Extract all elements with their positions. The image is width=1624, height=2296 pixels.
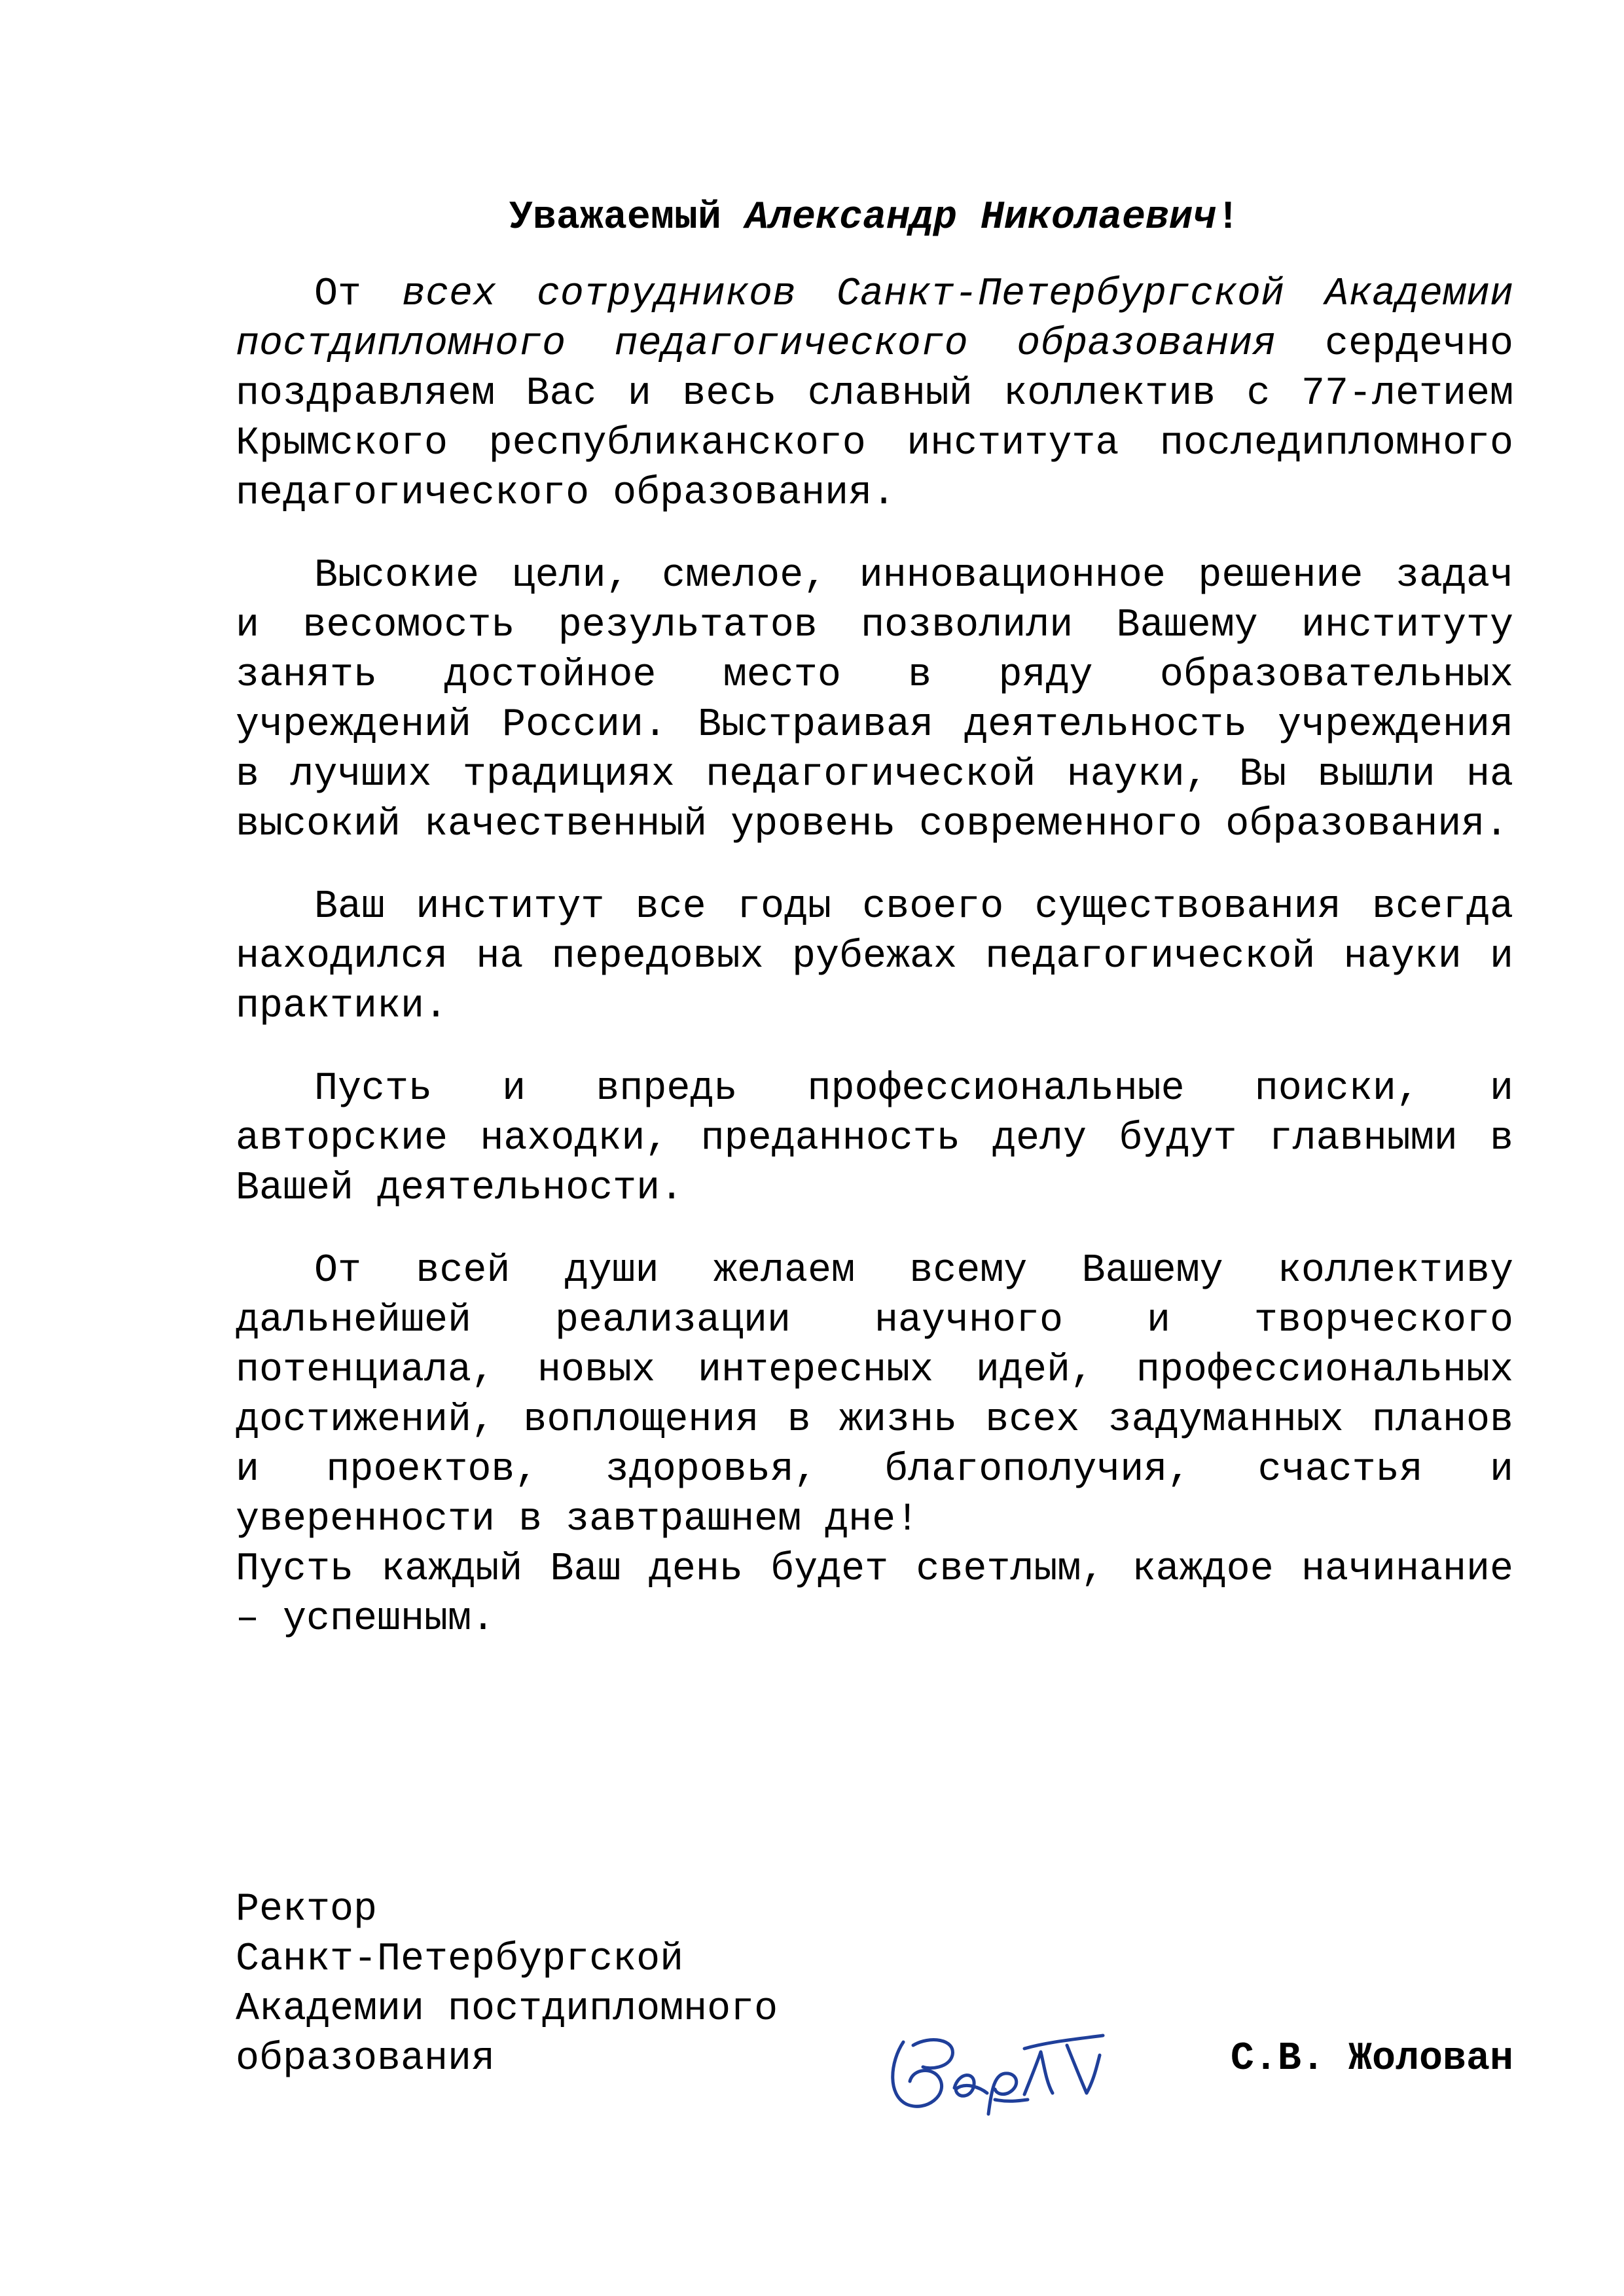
signer-title (236, 1885, 890, 2084)
paragraph-wishes: От всей души желаем всему Вашему коллективу дальнейшей реализации научного и творческого потенциала, новых интересных идей, профессиональных достижений, воплощения в жизнь всех задуманных планов и проектов, здоровья, благополучия, счастья и уверенности в завтрашнем дне! (236, 1249, 1513, 1542)
signature-stroke (913, 2040, 952, 2068)
salutation (236, 190, 1513, 246)
signature-block (236, 1885, 1513, 2121)
paragraph-congratulation-senders: всех сотрудников Санкт-Петербургской Академии постдипломного педагогического образования (236, 272, 1513, 367)
paragraph-achievements: Высокие цели, смелое, инновационное решение задач и весомость результатов позволили Вашему институту занять достойное место в ряду образовательных учреждений России. Выстраивая деятельность учреждения в лучших традициях педагогической науки, Вы вышли на высокий качественный уровень современного образования. (236, 554, 1513, 847)
signer-title-line: Академии постдипломного (236, 1987, 778, 2032)
signer-name: С.В. Жолован (1230, 2037, 1513, 2081)
salutation-prefix: Уважаемый (509, 196, 745, 240)
handwritten-signature (877, 2016, 1119, 2121)
signer-title-line: Ректор (236, 1888, 378, 1932)
paragraph-congratulation-start: От (314, 272, 402, 317)
salutation-name: Александр Николаевич (744, 196, 1217, 240)
signature-stroke (893, 2042, 942, 2106)
paragraph-history: Ваш институт все годы своего существования всегда находился на передовых рубежах педагогической науки и практики. (236, 885, 1513, 1029)
signature-stroke (1067, 2045, 1100, 2093)
signature-stroke (988, 2073, 1017, 2114)
paragraph-congratulation (236, 270, 1513, 518)
paragraph-wish-future: Пусть и впредь профессиональные поиски, и авторские находки, преданность делу будут главными в Вашей деятельности. (236, 1067, 1513, 1211)
signature-stroke (1024, 2036, 1103, 2049)
signature-stroke (954, 2075, 987, 2096)
signer-title-line: Санкт-Петербургской (236, 1937, 684, 1982)
paragraph-closing-wish: Пусть каждый Ваш день будет светлым, каждое начинание – успешным. (236, 1547, 1513, 1641)
signature-stroke (995, 2100, 1028, 2101)
paragraph-congratulation-rest: сердечно поздравляем Вас и весь славный коллектив с 77-летием Крымского республиканского института последипломного педагогического образования. (236, 322, 1513, 516)
letter-body (236, 190, 1513, 1677)
signer-title-line: образования (236, 2037, 496, 2081)
salutation-suffix: ! (1216, 196, 1240, 240)
signature-stroke (1024, 2052, 1053, 2094)
